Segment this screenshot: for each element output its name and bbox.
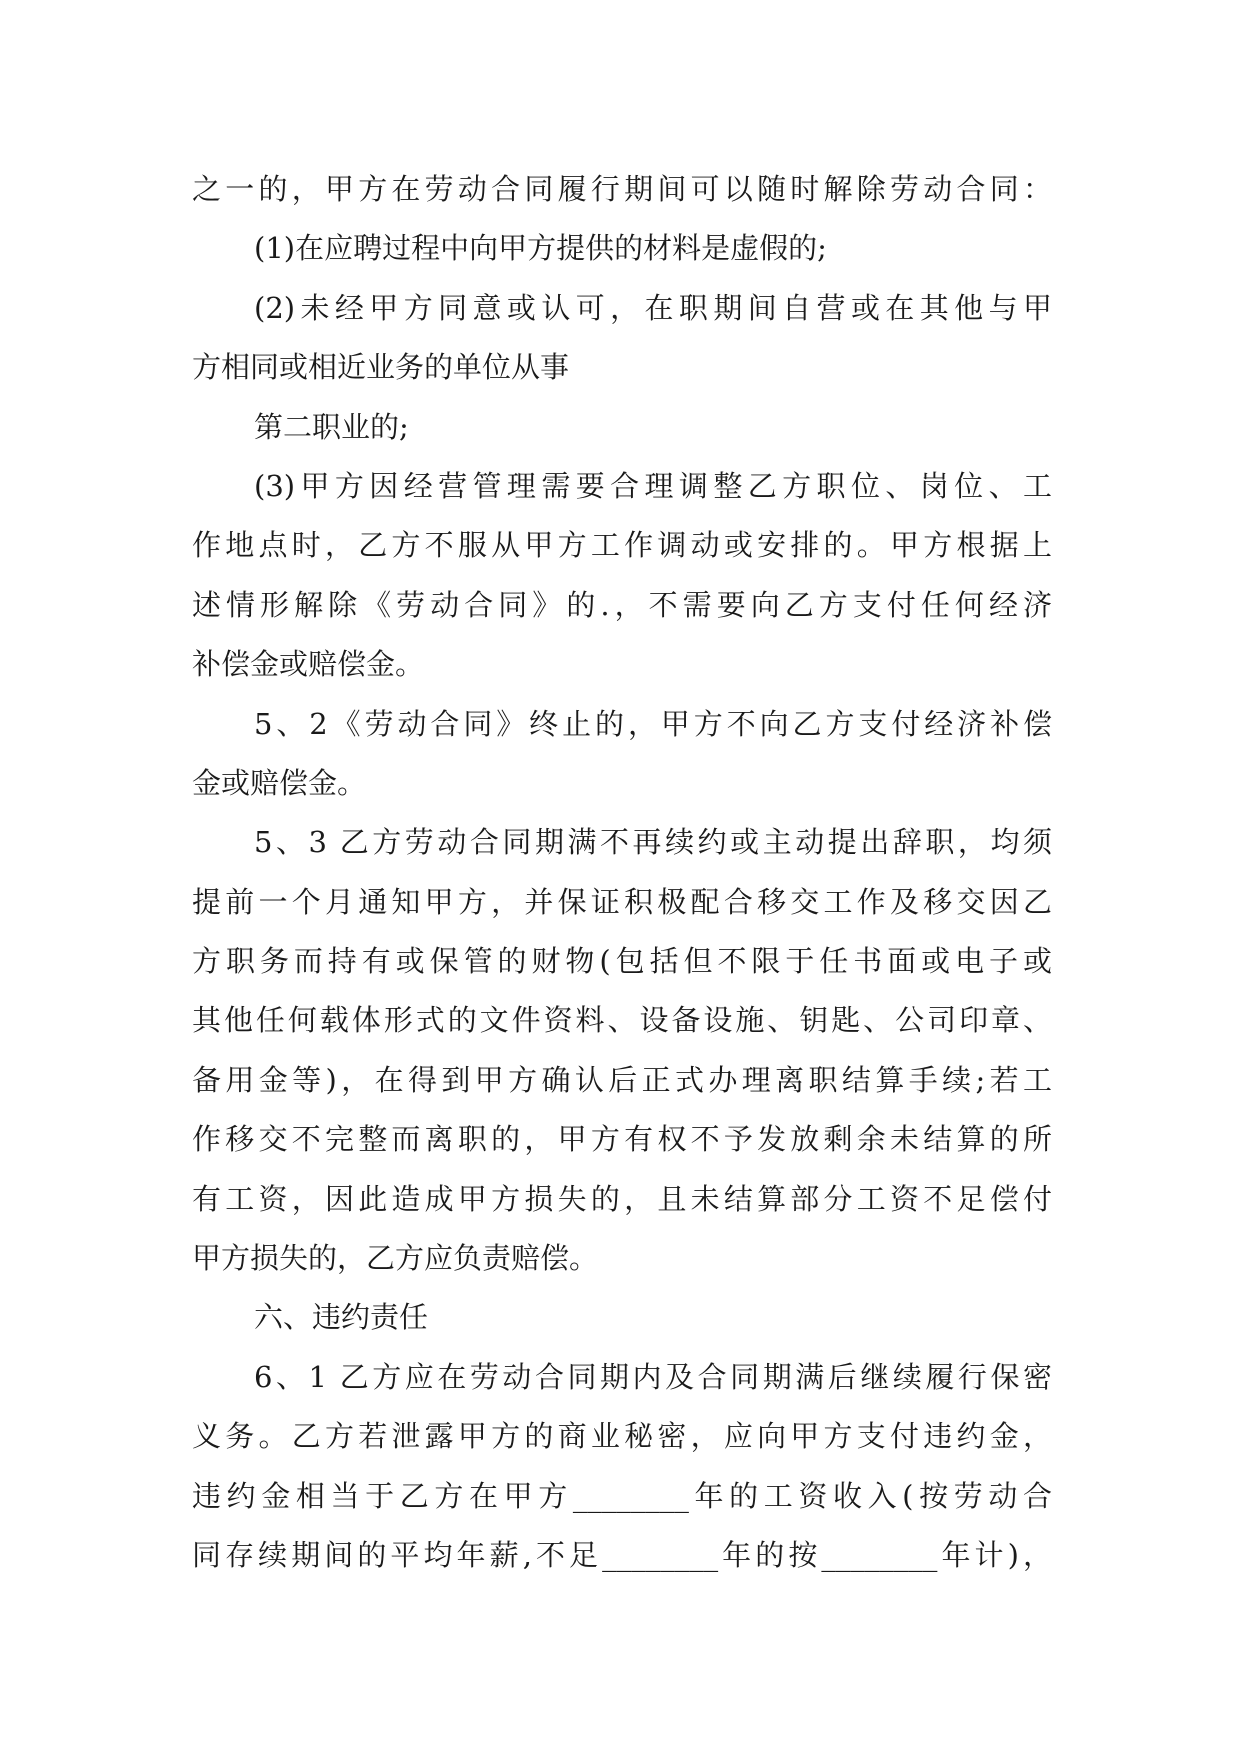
text-line: 其他任何载体形式的文件资料、设备设施、钥匙、公司印章、 xyxy=(192,1003,1052,1038)
document-page xyxy=(192,160,1052,1585)
text-line: 提前一个月通知甲方，并保证积极配合移交工作及移交因乙 xyxy=(192,884,1052,919)
section-heading: 六、违约责任 xyxy=(254,1300,429,1335)
text-line: 补偿金或赔偿金。 xyxy=(192,647,425,682)
text-line: 述情形解除《劳动合同》的.，不需要向乙方支付任何经济 xyxy=(192,587,1052,622)
text-line: (1)在应聘过程中向甲方提供的材料是虚假的; xyxy=(254,231,827,266)
text-line: 作地点时，乙方不服从甲方工作调动或安排的。甲方根据上 xyxy=(192,528,1052,563)
text-line: 有工资，因此造成甲方损失的，且未结算部分工资不足偿付 xyxy=(192,1181,1052,1216)
text-line: 义务。乙方若泄露甲方的商业秘密，应向甲方支付违约金， xyxy=(192,1419,1052,1454)
text-line: 违约金相当于乙方在甲方________年的工资收入(按劳动合 xyxy=(192,1478,1052,1513)
text-line: (3)甲方因经营管理需要合理调整乙方职位、岗位、工 xyxy=(254,468,1052,503)
text-line: 第二职业的; xyxy=(254,409,409,444)
text-line: 方职务而持有或保管的财物(包括但不限于任书面或电子或 xyxy=(192,944,1052,979)
text-line: 5、2《劳动合同》终止的，甲方不向乙方支付经济补偿 xyxy=(254,706,1052,741)
text-line: (2)未经甲方同意或认可，在职期间自营或在其他与甲 xyxy=(254,290,1052,325)
text-line: 作移交不完整而离职的，甲方有权不予发放剩余未结算的所 xyxy=(192,1122,1052,1157)
text-line: 金或赔偿金。 xyxy=(192,765,367,800)
text-line: 方相同或相近业务的单位从事 xyxy=(192,350,570,385)
text-line: 6、1 乙方应在劳动合同期内及合同期满后继续履行保密 xyxy=(254,1359,1052,1394)
text-line: 5、3 乙方劳动合同期满不再续约或主动提出辞职，均须 xyxy=(254,825,1052,860)
text-line: 甲方损失的，乙方应负责赔偿。 xyxy=(192,1241,599,1276)
text-line: 同存续期间的平均年薪,不足________年的按________年计)， xyxy=(192,1537,1052,1572)
text-line: 备用金等)，在得到甲方确认后正式办理离职结算手续;若工 xyxy=(192,1062,1052,1097)
text-line: 之一的，甲方在劳动合同履行期间可以随时解除劳动合同： xyxy=(192,172,1052,206)
